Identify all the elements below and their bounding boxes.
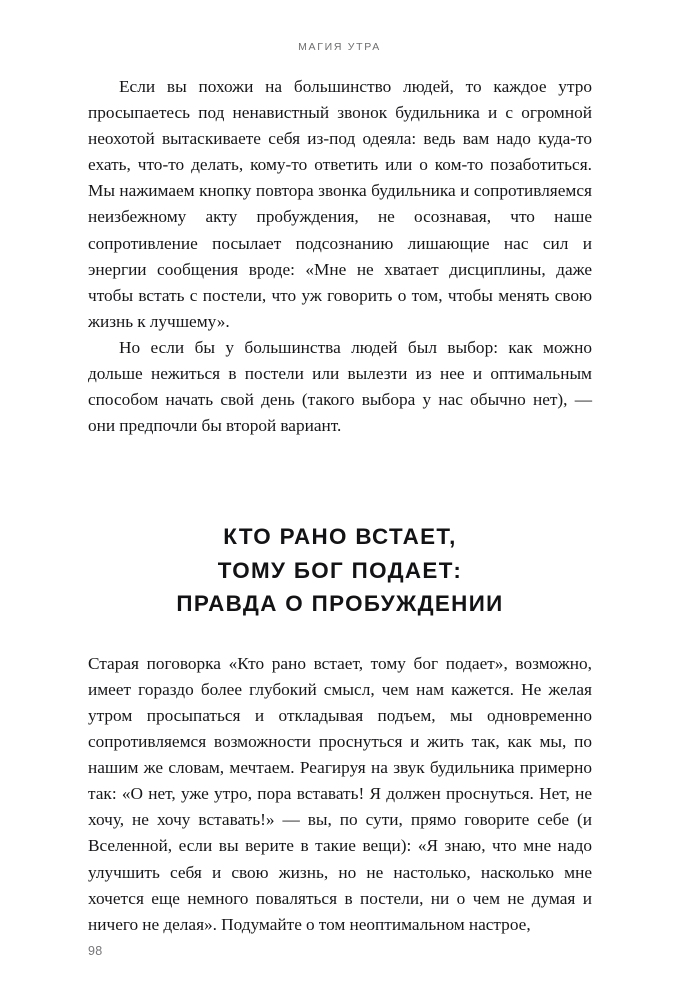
section-heading-line-1: КТО РАНО ВСТАЕТ,: [223, 524, 457, 550]
paragraph-2: Но если бы у большинства людей был выбор: как можно дольше нежиться в постели или вылезти из нее и оптимальным способом начать свой день (такого выбора у нас обычно нет), — они предпочли бы второй вариант.: [88, 337, 592, 436]
paragraph-1: Если вы похожи на большинство людей, то каждое утро просыпаетесь под ненавистный звонок будильника и с огромной неохотой вытаскиваете себя из-под одеяла: ведь вам надо куда-то ехать, что-то делать, кому-то ответить или о ком-то позаботиться. Мы нажимаем кнопку повтора звонка будильника и сопротивляемся неизбежному акту пробуждения, не осознавая, что наше сопротивление посылает подсознанию лишающие нас сил и энергии сообщения вроде: «Мне не хватает дисциплины, даже чтобы встать с постели, что уж говорить о том, чтобы менять свою жизнь к лучшему».: [88, 77, 592, 331]
text-column: [88, 74, 592, 938]
page-number: 98: [88, 944, 103, 958]
section-heading: [88, 520, 592, 621]
paragraph-3: Старая поговорка «Кто рано встает, тому бог подает», возможно, имеет гораздо более глубокий смысл, чем нам кажется. Не желая утром просыпаться и откладывая подъем, мы одновременно сопротивляемся возможности проснуться и жить так, как мы, по нашим же словам, мечтаем. Реагируя на звук будильника примерно так: «О нет, уже утро, пора вставать! Я должен проснуться. Нет, не хочу, не хочу вставать!» — вы, по сути, прямо говорите себе (и Вселенной, если вы верите в такие вещи): «Я знаю, что мне надо улучшить себя и свою жизнь, но не настолько, насколько мне хочется еще немного поваляться в постели, ни о чем не думая и ничего не делая». Подумайте о том неоптимальном настрое,: [88, 653, 592, 934]
section-heading-line-2: ТОМУ БОГ ПОДАЕТ:: [217, 557, 463, 583]
section-heading-line-3: ПРАВДА О ПРОБУЖДЕНИИ: [176, 591, 504, 617]
heading-bottom-spacer: [88, 621, 592, 651]
heading-top-spacer: [88, 439, 592, 520]
running-head: МАГИЯ УТРА: [298, 41, 381, 53]
